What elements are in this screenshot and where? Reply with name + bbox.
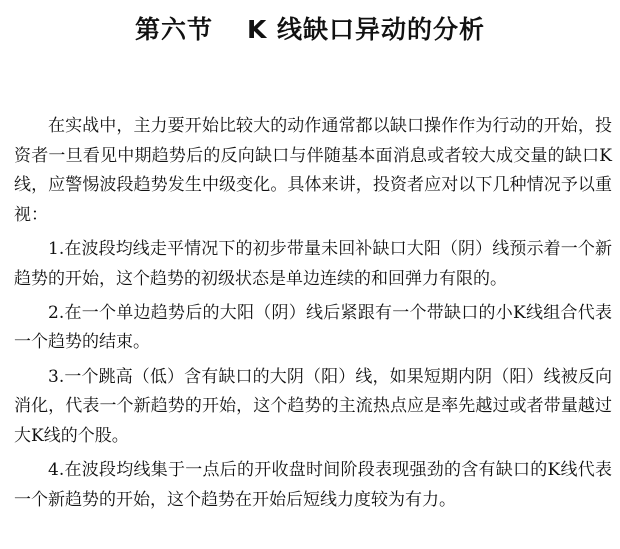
section-title <box>0 10 620 46</box>
list-item-4: 4.在波段均线集于一点后的开收盘时间阶段表现强劲的含有缺口的K线代表一个新趋势的开始，这个趋势在开始后短线力度较为有力。 <box>14 459 612 510</box>
list-item-1: 1.在波段均线走平情况下的初步带量未回补缺口大阳（阴）线预示着一个新趋势的开始，这个趋势的初级状态是单边连续的和回弹力有限的。 <box>14 238 612 289</box>
list-item-3: 3.一个跳高（低）含有缺口的大阴（阳）线，如果短期内阴（阳）线被反向消化，代表一个新趋势的开始，这个趋势的主流热点应是率先越过或者带量越过大K线的个股。 <box>14 366 612 446</box>
list-item-2: 2.在一个单边趋势后的大阳（阴）线后紧跟有一个带缺口的小K线组合代表一个趋势的结束。 <box>14 302 612 353</box>
section-number: 第六节 <box>134 15 213 44</box>
intro-paragraph: 在实战中，主力要开始比较大的动作通常都以缺口操作作为行动的开始，投资者一旦看见中期趋势后的反向缺口与伴随基本面消息或者较大成交量的缺口K线，应警惕波段趋势发生中级变化。具体来讲，投资者应对以下几种情况予以重视： <box>14 116 612 225</box>
section-heading: K 线缺口异动的分析 <box>246 15 486 44</box>
body-text <box>14 112 612 520</box>
